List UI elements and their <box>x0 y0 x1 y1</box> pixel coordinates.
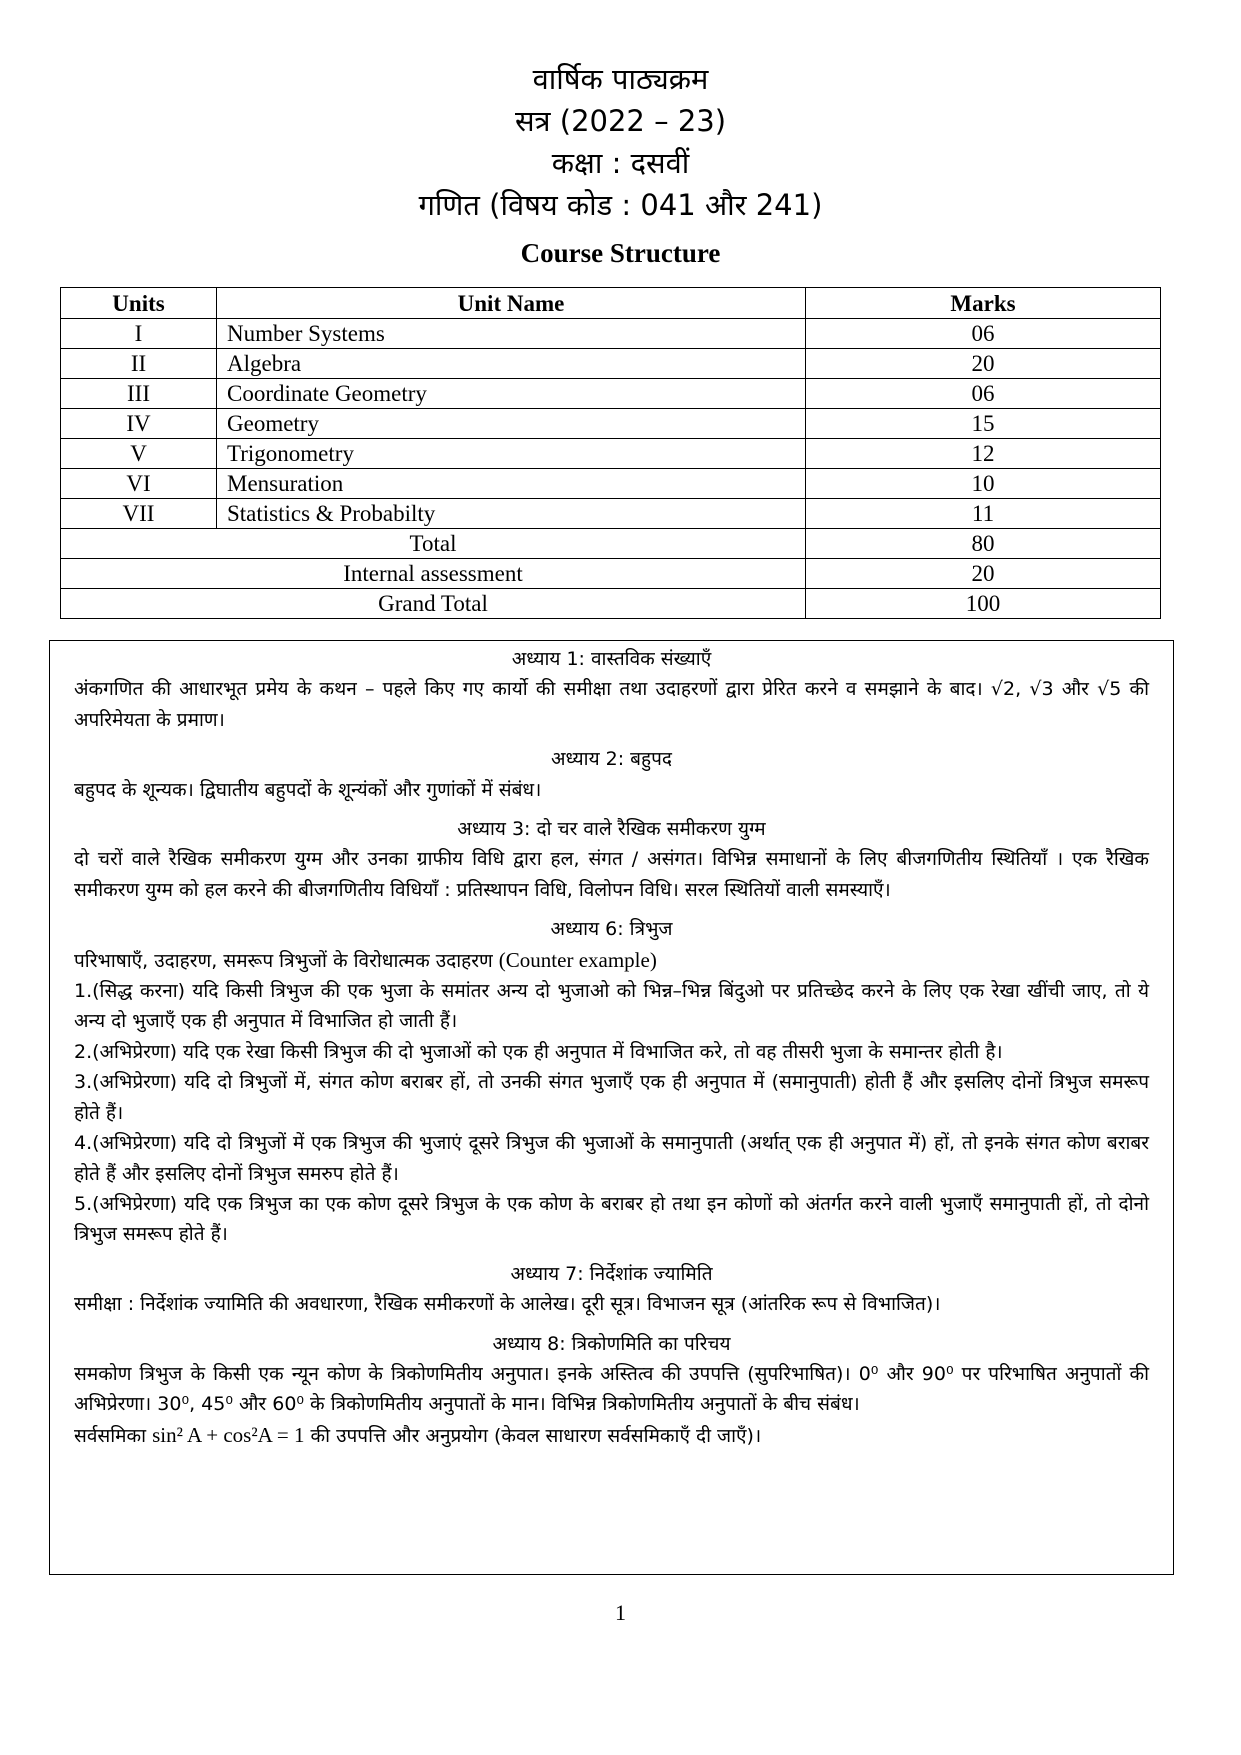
header-marks: Marks <box>806 288 1161 319</box>
page-number: 1 <box>615 1600 626 1625</box>
unit-name: Statistics & Probabilty <box>217 499 806 529</box>
unit-name: Trigonometry <box>217 439 806 469</box>
chapter-2 <box>74 744 1149 805</box>
grand-total-value: 100 <box>806 589 1161 619</box>
unit-marks: 06 <box>806 379 1161 409</box>
chapter-title: अध्याय 7: निर्देशांक ज्यामिति <box>510 1262 713 1285</box>
total-row <box>61 529 1161 559</box>
chapter-title: अध्याय 6: त्रिभुज <box>550 918 673 941</box>
unit-number: I <box>61 319 217 349</box>
intro-english-term: (Counter example) <box>498 947 657 972</box>
chapter-7 <box>74 1259 1149 1320</box>
header-subject: गणित (विषय कोड : 041 और 241) <box>418 188 823 222</box>
table-row <box>61 409 1161 439</box>
chapter-title: अध्याय 1: वास्तविक संख्याएँ <box>511 648 712 670</box>
chapter-text <box>74 945 1149 1250</box>
table-row <box>61 499 1161 529</box>
table-header-row <box>61 288 1161 319</box>
intro-text: परिभाषाएँ, उदाहरण, समरूप त्रिभुजों के विरोधात्मक उदाहरण <box>74 949 493 972</box>
theorem-4: 4.(अभिप्रेरणा) यदि दो त्रिभुजों में एक त्रिभुज की भुजाएं दूसरे त्रिभुज की भुजाओं के समानुपाती (अर्थात् एक ही अनुपात में) हों, तो इनके संगत कोण बराबर होते हैं और इसलिए दोनों त्रिभुज समरुप होते हैं। <box>74 1132 1149 1185</box>
course-structure-title: Course Structure <box>520 238 721 268</box>
chapter-text: दो चरों वाले रैखिक समीकरण युग्म और उनका ग्राफीय विधि द्वारा हल, संगत / असंगत। विभिन्न समाधानों के लिए बीजगणितीय स्थितियाँ । एक रैखिक समीकरण युग्म को हल करने की बीजगणितीय विधियाँ : प्रतिस्थापन विधि, विलोपन विधि। सरल स्थितियों वाली समस्याएँ। <box>74 848 1149 901</box>
chapter-text: बहुपद के शून्यक। द्विघातीय बहुपदों के शून्यंकों और गुणांकों में संबंध। <box>74 778 542 801</box>
identity-formula: sin² A + cos²A = 1 <box>152 1422 305 1447</box>
table-row <box>61 379 1161 409</box>
course-structure-table <box>60 287 1161 619</box>
header-class: कक्षा : दसवीं <box>551 146 690 180</box>
theorem-2: 2.(अभिप्रेरणा) यदि एक रेखा किसी त्रिभुज की दो भुजाओं को एक ही अनुपात में विभाजित करे, तो वह तीसरी भुजा के समान्तर होती है। <box>74 1040 1003 1063</box>
total-value: 80 <box>806 529 1161 559</box>
unit-name: Mensuration <box>217 469 806 499</box>
unit-marks: 12 <box>806 439 1161 469</box>
unit-number: VII <box>61 499 217 529</box>
chapter-text: अंकगणित की आधारभूत प्रमेय के कथन – पहले किए गए कार्यो की समीक्षा तथा उदाहरणों द्वारा प्रेरित करने व समझाने के बाद। √2, √3 और √5 की अपरिमेयता के प्रमाण। <box>74 678 1149 731</box>
unit-marks: 10 <box>806 469 1161 499</box>
unit-marks: 15 <box>806 409 1161 439</box>
chapter-6 <box>74 914 1149 1249</box>
internal-assessment-row <box>61 559 1161 589</box>
chapter-intro <box>74 945 1149 976</box>
unit-name: Number Systems <box>217 319 806 349</box>
theorem-3: 3.(अभिप्रेरणा) यदि दो त्रिभुजों में, संगत कोण बराबर हों, तो उनकी संगत भुजाएँ एक ही अनुपात में (समानुपाती) होती हैं और इसलिए दोनों त्रिभुज समरूप होते हैं। <box>74 1071 1149 1124</box>
internal-assessment-value: 20 <box>806 559 1161 589</box>
table-row <box>61 469 1161 499</box>
theorem-1: 1.(सिद्ध करना) यदि किसी त्रिभुज की एक भुजा के समांतर अन्य दो भुजाओ को भिन्न–भिन्न बिंदुओ पर प्रतिच्छेद करने के लिए एक रेखा खींची जाए, तो ये अन्य दो भुजाएँ एक ही अनुपात में विभाजित हो जाती हैं। <box>74 980 1149 1033</box>
theorem-5: 5.(अभिप्रेरणा) यदि एक त्रिभुज का एक कोण दूसरे त्रिभुज के एक कोण के बराबर हो तथा इन कोणों को अंतर्गत करने वाली भुजाएँ समानुपाती हों, तो दोनो त्रिभुज समरूप होते हैं। <box>74 1192 1149 1246</box>
table-row <box>61 439 1161 469</box>
unit-marks: 20 <box>806 349 1161 379</box>
unit-number: III <box>61 379 217 409</box>
identity-line <box>74 1420 1149 1451</box>
chapter-3 <box>74 814 1149 905</box>
internal-assessment-label: Internal assessment <box>61 559 806 589</box>
chapter-title: अध्याय 3: दो चर वाले रैखिक समीकरण युग्म <box>457 818 766 841</box>
header-session: सत्र (2022 – 23) <box>514 104 727 138</box>
grand-total-row <box>61 589 1161 619</box>
header-annual-syllabus: वार्षिक पाठ्यक्रम <box>532 62 709 96</box>
header-units: Units <box>61 288 217 319</box>
syllabus-box <box>49 640 1174 1575</box>
chapter-8 <box>74 1329 1149 1452</box>
header-unit-name: Unit Name <box>217 288 806 319</box>
chapter-title: अध्याय 2: बहुपद <box>550 748 672 771</box>
table-row <box>61 319 1161 349</box>
chapter-text: समीक्षा : निर्देशांक ज्यामिति की अवधारणा, रैखिक समीकरणों के आलेख। दूरी सूत्र। विभाजन सूत्र (आंतरिक रूप से विभाजित)। <box>74 1293 941 1316</box>
trig-text: समकोण त्रिभुज के किसी एक न्यून कोण के त्रिकोणमितीय अनुपात। इनके अस्तित्व की उपपत्ति (सुपरिभाषित)। 0⁰ और 90⁰ पर परिभाषित अनुपातों की अभिप्रेरणा। 30⁰, 45⁰ और 60⁰ के त्रिकोणमितीय अनुपातों के मान। विभिन्न त्रिकोणमितीय अनुपातों के बीच संबंध। <box>74 1362 1149 1416</box>
chapter-1 <box>74 644 1149 735</box>
document-header <box>0 58 1241 226</box>
unit-marks: 06 <box>806 319 1161 349</box>
unit-name: Coordinate Geometry <box>217 379 806 409</box>
chapter-text <box>74 1359 1149 1451</box>
unit-number: II <box>61 349 217 379</box>
identity-suffix: की उपपत्ति और अनुप्रयोग (केवल साधारण सर्वसमिकाएँ दी जाएँ)। <box>310 1424 762 1447</box>
unit-name: Geometry <box>217 409 806 439</box>
grand-total-label: Grand Total <box>61 589 806 619</box>
unit-name: Algebra <box>217 349 806 379</box>
total-label: Total <box>61 529 806 559</box>
unit-number: VI <box>61 469 217 499</box>
unit-number: V <box>61 439 217 469</box>
identity-prefix: सर्वसमिका <box>74 1424 147 1447</box>
chapter-title: अध्याय 8: त्रिकोणमिति का परिचय <box>492 1332 731 1355</box>
table-row <box>61 349 1161 379</box>
unit-marks: 11 <box>806 499 1161 529</box>
unit-number: IV <box>61 409 217 439</box>
